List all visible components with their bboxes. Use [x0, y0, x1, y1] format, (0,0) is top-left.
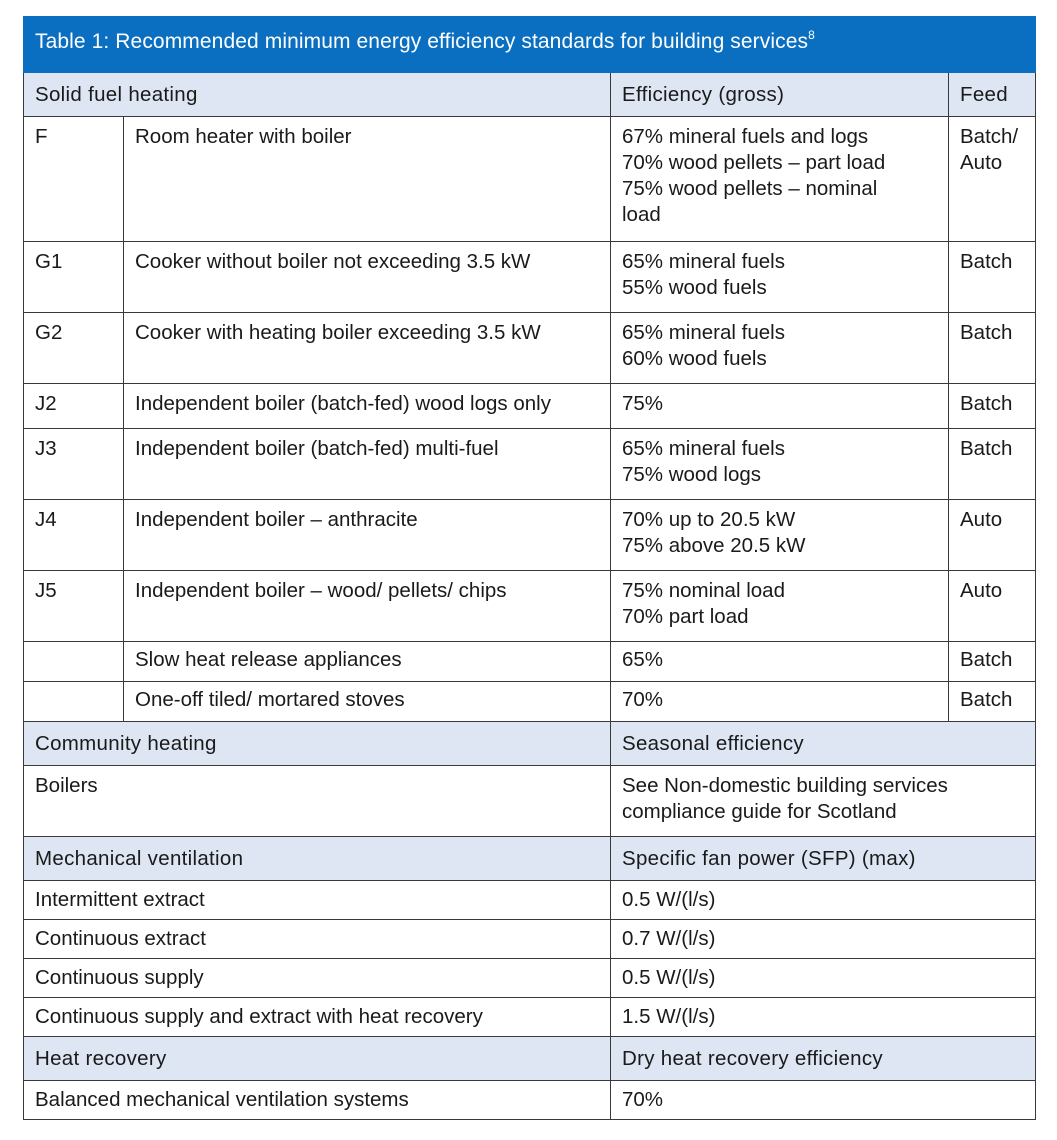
- table-row: [24, 998, 1036, 1037]
- efficiency-value-line: 67% mineral fuels and logs: [622, 125, 869, 148]
- feed-value: [949, 384, 1036, 429]
- table-row: [24, 682, 1036, 722]
- mechanical-ventilation-item-value: [611, 920, 1036, 959]
- efficiency-value-line: load: [622, 203, 661, 226]
- appliance-name: Cooker with heating boiler exceeding 3.5 kW: [124, 313, 611, 384]
- mechanical-ventilation-header-row: [24, 837, 1036, 881]
- mechanical-ventilation-item-value-line: 0.5 W/(l/s): [622, 888, 716, 911]
- table-row: [24, 642, 1036, 682]
- feed-value-line: Auto: [960, 151, 1003, 174]
- feed-value: [949, 642, 1036, 682]
- efficiency-value-line: 55% wood fuels: [622, 276, 767, 299]
- appliance-code: J3: [24, 429, 124, 500]
- table-row: [24, 384, 1036, 429]
- feed-value-line: Batch: [960, 648, 1013, 671]
- footnote-marker: 8: [808, 28, 815, 42]
- table-row: [24, 881, 1036, 920]
- table-row: [24, 117, 1036, 242]
- appliance-name: Cooker without boiler not exceeding 3.5 kW: [124, 242, 611, 313]
- appliance-code: J4: [24, 500, 124, 571]
- efficiency-value-line: 65% mineral fuels: [622, 437, 785, 460]
- feed-value: [949, 429, 1036, 500]
- appliance-name: Independent boiler (batch-fed) multi-fuel: [124, 429, 611, 500]
- feed-value-line: Auto: [960, 579, 1003, 602]
- mechanical-ventilation-item-value: [611, 881, 1036, 920]
- table-title: [24, 17, 1036, 73]
- appliance-code: J2: [24, 384, 124, 429]
- mechanical-ventilation-item-value-line: 0.7 W/(l/s): [622, 927, 716, 950]
- table-row: [24, 500, 1036, 571]
- table-row: [24, 429, 1036, 500]
- efficiency-value-line: 70% up to 20.5 kW: [622, 508, 796, 531]
- efficiency-value: [611, 571, 949, 642]
- appliance-name: Slow heat release appliances: [124, 642, 611, 682]
- appliance-name: Room heater with boiler: [124, 117, 611, 242]
- appliance-code: J5: [24, 571, 124, 642]
- efficiency-value-line: 75% wood logs: [622, 463, 762, 486]
- appliance-code: G1: [24, 242, 124, 313]
- efficiency-value-line: 75% nominal load: [622, 579, 785, 602]
- efficiency-value-line: 65%: [622, 648, 664, 671]
- table-row: [24, 959, 1036, 998]
- community-heating-item-value-line: compliance guide for Scotland: [622, 800, 897, 823]
- efficiency-value: [611, 117, 949, 242]
- appliance-code: [24, 642, 124, 682]
- mechanical-ventilation-item-value: [611, 998, 1036, 1037]
- solid-fuel-section-heading: Solid fuel heating: [24, 73, 611, 117]
- feed-column-heading: Feed: [949, 73, 1036, 117]
- feed-value: [949, 242, 1036, 313]
- community-heating-header-row: [24, 722, 1036, 766]
- feed-value-line: Batch: [960, 250, 1013, 273]
- feed-value: [949, 682, 1036, 722]
- heat-recovery-item-label: Balanced mechanical ventilation systems: [24, 1081, 611, 1120]
- appliance-name: One-off tiled/ mortared stoves: [124, 682, 611, 722]
- appliance-code: [24, 682, 124, 722]
- feed-value: [949, 117, 1036, 242]
- table-row: [24, 1081, 1036, 1120]
- appliance-code: G2: [24, 313, 124, 384]
- mechanical-ventilation-item-label: Continuous supply and extract with heat recovery: [24, 998, 611, 1037]
- feed-value-line: Batch/: [960, 125, 1019, 148]
- community-heating-item-value-line: See Non-domestic building services: [622, 774, 948, 797]
- mechanical-ventilation-item-label: Intermittent extract: [24, 881, 611, 920]
- solid-fuel-header-row: [24, 73, 1036, 117]
- feed-value: [949, 500, 1036, 571]
- appliance-name: Independent boiler – anthracite: [124, 500, 611, 571]
- mechanical-ventilation-item-value-line: 1.5 W/(l/s): [622, 1005, 716, 1028]
- mechanical-ventilation-item-value-line: 0.5 W/(l/s): [622, 966, 716, 989]
- appliance-name: Independent boiler – wood/ pellets/ chips: [124, 571, 611, 642]
- efficiency-value-line: 60% wood fuels: [622, 347, 767, 370]
- feed-value-line: Auto: [960, 508, 1003, 531]
- appliance-name: Independent boiler (batch-fed) wood logs only: [124, 384, 611, 429]
- efficiency-value-line: 70% wood pellets – part load: [622, 151, 886, 174]
- efficiency-value-line: 65% mineral fuels: [622, 321, 785, 344]
- table-row: [24, 242, 1036, 313]
- feed-value: [949, 571, 1036, 642]
- efficiency-value-line: 70% part load: [622, 605, 749, 628]
- table-row: [24, 313, 1036, 384]
- table-row: [24, 571, 1036, 642]
- community-heating-item-value: [611, 766, 1036, 837]
- efficiency-column-heading: Efficiency (gross): [611, 73, 949, 117]
- heat-recovery-section-heading: Heat recovery: [24, 1037, 611, 1081]
- efficiency-value-line: 70%: [622, 688, 664, 711]
- efficiency-value: [611, 682, 949, 722]
- table-title-text: Table 1: Recommended minimum energy efficiency standards for building services: [35, 30, 809, 53]
- efficiency-value-line: 75% above 20.5 kW: [622, 534, 806, 557]
- mechanical-ventilation-section-heading: Mechanical ventilation: [24, 837, 611, 881]
- efficiency-value-line: 75% wood pellets – nominal: [622, 177, 878, 200]
- feed-value: [949, 313, 1036, 384]
- heat-recovery-item-value-line: 70%: [622, 1088, 664, 1111]
- efficiency-value: [611, 642, 949, 682]
- heat-recovery-value-heading: Dry heat recovery efficiency: [611, 1037, 1036, 1081]
- efficiency-value-line: 75%: [622, 392, 664, 415]
- feed-value-line: Batch: [960, 392, 1013, 415]
- efficiency-value: [611, 384, 949, 429]
- appliance-code: F: [24, 117, 124, 242]
- feed-value-line: Batch: [960, 688, 1013, 711]
- mechanical-ventilation-value-heading: Specific fan power (SFP) (max): [611, 837, 1036, 881]
- efficiency-value: [611, 500, 949, 571]
- table-title-row: [24, 17, 1036, 73]
- feed-value-line: Batch: [960, 321, 1013, 344]
- table-row: [24, 920, 1036, 959]
- mechanical-ventilation-item-label: Continuous extract: [24, 920, 611, 959]
- community-heating-item-label: Boilers: [24, 766, 611, 837]
- community-heating-section-heading: Community heating: [24, 722, 611, 766]
- feed-value-line: Batch: [960, 437, 1013, 460]
- efficiency-value: [611, 429, 949, 500]
- efficiency-standards-table: [23, 16, 1036, 1120]
- table-row: [24, 766, 1036, 837]
- efficiency-value: [611, 242, 949, 313]
- heat-recovery-header-row: [24, 1037, 1036, 1081]
- efficiency-value: [611, 313, 949, 384]
- heat-recovery-item-value: [611, 1081, 1036, 1120]
- efficiency-value-line: 65% mineral fuels: [622, 250, 785, 273]
- mechanical-ventilation-item-label: Continuous supply: [24, 959, 611, 998]
- mechanical-ventilation-item-value: [611, 959, 1036, 998]
- community-heating-value-heading: Seasonal efficiency: [611, 722, 1036, 766]
